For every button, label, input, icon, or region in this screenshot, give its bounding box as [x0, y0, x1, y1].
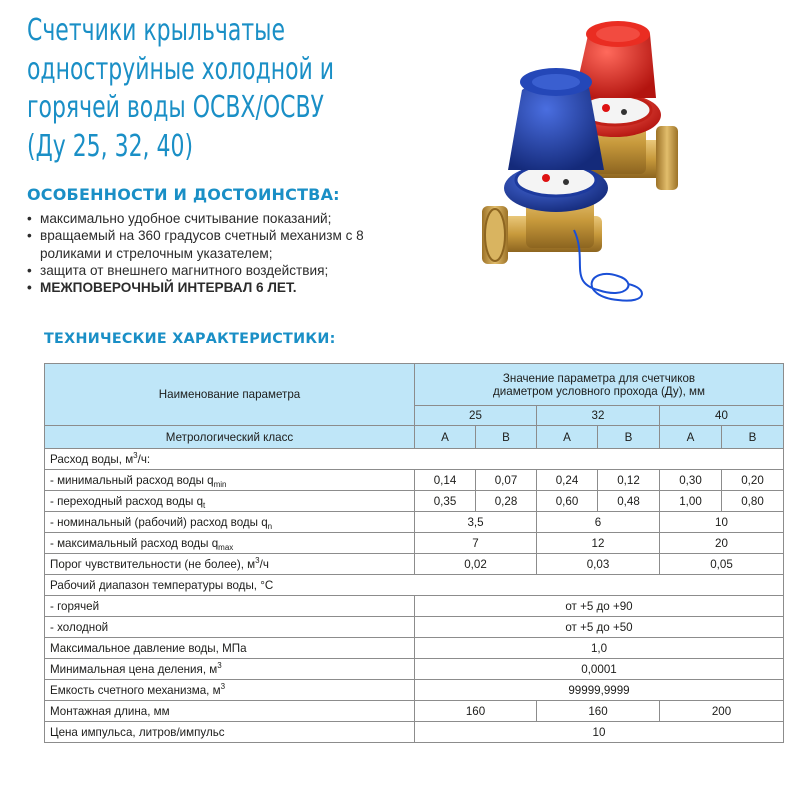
- diameter-header: 40: [660, 406, 784, 426]
- row-label: Монтажная длина, мм: [45, 701, 415, 722]
- table-row: [45, 722, 784, 743]
- class-cell: В: [722, 426, 784, 449]
- table-cell: 160: [537, 701, 660, 722]
- table-cell: 0,0001: [415, 659, 784, 680]
- table-cell: 0,24: [537, 470, 598, 491]
- table-cell: 0,12: [598, 470, 660, 491]
- table-cell: 0,14: [415, 470, 476, 491]
- superscript: 3: [217, 660, 222, 670]
- table-cell: 0,07: [476, 470, 537, 491]
- table-row: [45, 701, 784, 722]
- table-cell: 200: [660, 701, 784, 722]
- table-cell: 1,00: [660, 491, 722, 512]
- table-header-row: [45, 364, 784, 406]
- row-label-text: - номинальный (рабочий) расход воды q: [50, 515, 268, 529]
- table-row: [45, 470, 784, 491]
- table-cell: 7: [415, 533, 537, 554]
- row-label: Цена импульса, литров/импульс: [45, 722, 415, 743]
- cold-water-meter: [482, 68, 608, 264]
- table-cell: 12: [537, 533, 660, 554]
- list-item: • максимально удобное считывание показаний;: [27, 210, 397, 227]
- row-label-tail: /ч:: [137, 452, 151, 466]
- class-cell: А: [537, 426, 598, 449]
- tech-specs-heading: ТЕХНИЧЕСКИЕ ХАРАКТЕРИСТИКИ:: [44, 331, 336, 347]
- row-label: [45, 680, 415, 701]
- superscript: 3: [133, 450, 138, 460]
- table-cell: 6: [537, 512, 660, 533]
- value-header-line: Значение параметра для счетчиков: [502, 371, 696, 385]
- row-label: [45, 512, 415, 533]
- table-cell: 0,03: [537, 554, 660, 575]
- table-row: [45, 491, 784, 512]
- row-label-text: Порог чувствительности (не более), м: [50, 557, 256, 571]
- row-label: Максимальное давление воды, МПа: [45, 638, 415, 659]
- row-label-text: Минимальная цена деления, м: [50, 662, 218, 676]
- class-cell: В: [598, 426, 660, 449]
- table-cell: 0,30: [660, 470, 722, 491]
- value-header: [415, 364, 784, 406]
- row-label: [45, 659, 415, 680]
- table-cell: 160: [415, 701, 537, 722]
- table-cell: 0,28: [476, 491, 537, 512]
- row-label: [45, 491, 415, 512]
- table-cell: 99999,9999: [415, 680, 784, 701]
- table-cell: 1,0: [415, 638, 784, 659]
- row-label-text: - максимальный расход воды q: [50, 536, 219, 550]
- tech-specs-table: [44, 363, 784, 743]
- row-label-text: - переходный расход воды q: [50, 494, 204, 508]
- row-label: Рабочий диапазон температуры воды, °С: [45, 575, 784, 596]
- list-item: • МЕЖПОВЕРОЧНЫЙ ИНТЕРВАЛ 6 ЛЕТ.: [27, 279, 397, 296]
- title-line: Счетчики крыльчатые: [27, 13, 285, 48]
- table-cell: 10: [415, 722, 784, 743]
- table-cell: 0,05: [660, 554, 784, 575]
- row-label: - холодной: [45, 617, 415, 638]
- table-cell: от +5 до +90: [415, 596, 784, 617]
- table-cell: 0,35: [415, 491, 476, 512]
- table-cell: 0,48: [598, 491, 660, 512]
- row-label-text: - минимальный расход воды q: [50, 473, 214, 487]
- table-row: [45, 680, 784, 701]
- table-row: [45, 638, 784, 659]
- table-cell: от +5 до +50: [415, 617, 784, 638]
- diameter-header: 32: [537, 406, 660, 426]
- subscript: n: [267, 521, 273, 531]
- metro-class-header: Метрологический класс: [45, 426, 415, 449]
- table-cell: 3,5: [415, 512, 537, 533]
- subscript: min: [213, 479, 227, 489]
- title-line: горячей воды ОСВХ/ОСВУ: [27, 90, 324, 125]
- row-label: [45, 449, 784, 470]
- subscript: max: [218, 542, 234, 552]
- row-label: [45, 470, 415, 491]
- value-header-line: диаметром условного прохода (Ду), мм: [493, 384, 705, 398]
- list-item: • вращаемый на 360 градусов счетный механизм с 8 роликами и стрелочным указателем;: [27, 227, 397, 262]
- table-row: [45, 617, 784, 638]
- row-label: [45, 533, 415, 554]
- features-list: [27, 210, 397, 296]
- table-cell: 0,60: [537, 491, 598, 512]
- table-row: [45, 554, 784, 575]
- table-row: [45, 575, 784, 596]
- table-row: [45, 596, 784, 617]
- subscript: t: [203, 500, 206, 510]
- superscript: 3: [220, 681, 226, 691]
- table-row: [45, 449, 784, 470]
- title-line: одноструйные холодной и: [27, 51, 335, 87]
- param-name-header: Наименование параметра: [45, 364, 415, 426]
- features-heading: ОСОБЕННОСТИ И ДОСТОИНСТВА:: [27, 185, 340, 204]
- table-row: [45, 659, 784, 680]
- class-cell: А: [415, 426, 476, 449]
- row-label: [45, 554, 415, 575]
- row-label-text: Емкость счетного механизма, м: [50, 683, 221, 697]
- table-cell: 10: [660, 512, 784, 533]
- row-label-text: Расход воды, м: [50, 452, 134, 466]
- list-item: • защита от внешнего магнитного воздействия;: [27, 262, 397, 279]
- superscript: 3: [255, 555, 260, 565]
- water-meters-photo: [478, 20, 678, 305]
- table-header-row: [45, 426, 784, 449]
- diameter-header: 25: [415, 406, 537, 426]
- title-line: (Ду 25, 32, 40): [27, 128, 194, 164]
- table-cell: 0,80: [722, 491, 784, 512]
- class-cell: В: [476, 426, 537, 449]
- row-label: - горячей: [45, 596, 415, 617]
- row-label-tail: /ч: [259, 557, 269, 571]
- table-cell: 0,20: [722, 470, 784, 491]
- table-row: [45, 512, 784, 533]
- page-title: [27, 12, 335, 166]
- table-cell: 20: [660, 533, 784, 554]
- table-cell: 0,02: [415, 554, 537, 575]
- table-row: [45, 533, 784, 554]
- class-cell: А: [660, 426, 722, 449]
